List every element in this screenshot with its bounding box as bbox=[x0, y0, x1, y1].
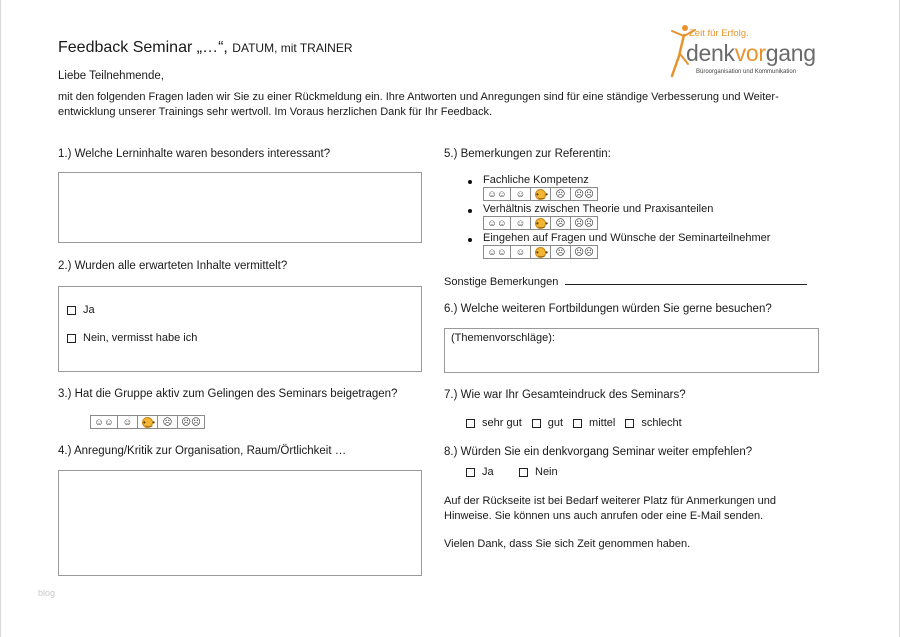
bullet-dot-2 bbox=[468, 209, 472, 213]
logo-word-1: denk bbox=[686, 40, 735, 66]
logo-word-2: vor bbox=[734, 40, 766, 66]
rating-negative[interactable] bbox=[550, 187, 571, 201]
logo-word-3: gang bbox=[765, 40, 816, 66]
rating-negative[interactable] bbox=[550, 216, 571, 230]
rating-very-negative[interactable] bbox=[570, 216, 598, 230]
q4-question: 4.) Anregung/Kritik zur Organisation, Raum/Örtlichkeit … bbox=[58, 445, 347, 457]
rating-neutral[interactable] bbox=[530, 245, 551, 259]
q6-question: 6.) Welche weiteren Fortbildungen würden Sie gerne besuchen? bbox=[444, 303, 772, 315]
q8-no-label: Nein bbox=[535, 466, 558, 478]
q5-question: 5.) Bemerkungen zur Referentin: bbox=[444, 148, 611, 160]
rating-neutral[interactable] bbox=[137, 415, 158, 429]
rating-very-positive[interactable] bbox=[90, 415, 118, 429]
q5-item-3: Eingehen auf Fragen und Wünsche der Seminarteilnehmer bbox=[483, 232, 771, 244]
neutral-face-icon: •‿• bbox=[536, 218, 549, 228]
happy-face-icon: ☺ bbox=[515, 188, 526, 200]
q7-very-good-label: sehr gut bbox=[482, 417, 522, 429]
q7-bad-checkbox[interactable] bbox=[625, 419, 634, 428]
q5-item-1: Fachliche Kompetenz bbox=[483, 174, 589, 186]
backside-note: Auf der Rückseite ist bei Bedarf weiterer Platz für Anmerkungen und Hinweise. Sie können uns auch anrufen oder eine E-Mail senden. bbox=[444, 495, 777, 522]
very-sad-face-icon: ☹☹ bbox=[181, 416, 201, 428]
very-sad-face-icon: ☹☹ bbox=[574, 246, 594, 258]
title-date-trainer: DATUM, mit TRAINER bbox=[232, 41, 353, 55]
q6-placeholder: (Themenvorschläge): bbox=[451, 332, 555, 344]
rating-positive[interactable] bbox=[510, 216, 531, 230]
neutral-face-icon: •‿• bbox=[536, 189, 549, 199]
rating-very-negative[interactable] bbox=[177, 415, 205, 429]
q5-other-label: Sonstige Bemerkungen bbox=[444, 276, 559, 288]
q1-question: 1.) Welche Lerninhalte waren besonders interessant? bbox=[58, 148, 331, 160]
watermark: blog bbox=[38, 588, 56, 598]
very-sad-face-icon: ☹☹ bbox=[574, 217, 594, 229]
q8-question: 8.) Würden Sie ein denkvorgang Seminar weiter empfehlen? bbox=[444, 446, 753, 458]
company-logo bbox=[668, 22, 838, 82]
q7-good-label: gut bbox=[547, 417, 564, 429]
q7-very-good-checkbox[interactable] bbox=[466, 419, 475, 428]
very-happy-face-icon: ☺☺ bbox=[487, 246, 507, 258]
rating-positive[interactable] bbox=[510, 187, 531, 201]
happy-face-icon: ☺ bbox=[515, 217, 526, 229]
rating-positive[interactable] bbox=[117, 415, 138, 429]
happy-face-icon: ☺ bbox=[515, 246, 526, 258]
page-title bbox=[58, 39, 353, 57]
q8-yes-checkbox[interactable] bbox=[466, 468, 475, 477]
q7-bad-label: schlecht bbox=[641, 417, 682, 429]
very-sad-face-icon: ☹☹ bbox=[574, 188, 594, 200]
q5-other-remarks bbox=[444, 275, 807, 288]
rating-very-positive[interactable] bbox=[483, 245, 511, 259]
q7-options bbox=[466, 417, 682, 429]
q7-good-checkbox[interactable] bbox=[532, 419, 541, 428]
greeting: Liebe Teilnehmende, bbox=[58, 70, 164, 82]
very-happy-face-icon: ☺☺ bbox=[487, 188, 507, 200]
rating-neutral[interactable] bbox=[530, 216, 551, 230]
q6-answer-box[interactable] bbox=[444, 328, 819, 373]
rating-negative[interactable] bbox=[157, 415, 178, 429]
very-happy-face-icon: ☺☺ bbox=[487, 217, 507, 229]
q2-no-label: Nein, vermisst habe ich bbox=[83, 332, 198, 344]
rating-neutral[interactable] bbox=[530, 187, 551, 201]
q5-other-line[interactable] bbox=[565, 275, 807, 285]
q3-rating-scale bbox=[90, 415, 205, 429]
bullet-dot-1 bbox=[468, 180, 472, 184]
q8-yes-label: Ja bbox=[482, 466, 494, 478]
rating-very-negative[interactable] bbox=[570, 187, 598, 201]
q7-medium-label: mittel bbox=[589, 417, 616, 429]
bullet-dot-3 bbox=[468, 238, 472, 242]
sad-face-icon: ☹ bbox=[555, 246, 566, 258]
q2-yes-checkbox[interactable] bbox=[67, 306, 76, 315]
neutral-face-icon: •‿• bbox=[536, 247, 549, 257]
logo-subtitle: Büroorganisation und Kommunikation bbox=[696, 69, 797, 75]
q3-question: 3.) Hat die Gruppe aktiv zum Gelingen des Seminars beigetragen? bbox=[58, 388, 398, 400]
q4-answer-box[interactable] bbox=[58, 470, 422, 576]
happy-face-icon: ☺ bbox=[122, 416, 133, 428]
logo-tagline: Zeit für Erfolg. bbox=[689, 28, 749, 39]
neutral-face-icon: •‿• bbox=[143, 417, 156, 427]
rating-very-negative[interactable] bbox=[570, 245, 598, 259]
q2-question: 2.) Wurden alle erwarteten Inhalte vermittelt? bbox=[58, 260, 288, 272]
rating-positive[interactable] bbox=[510, 245, 531, 259]
q7-question: 7.) Wie war Ihr Gesamteindruck des Seminars? bbox=[444, 389, 686, 401]
rating-very-positive[interactable] bbox=[483, 187, 511, 201]
q1-answer-box[interactable] bbox=[58, 172, 422, 243]
q8-no-checkbox[interactable] bbox=[519, 468, 528, 477]
q8-option-no[interactable] bbox=[519, 466, 558, 478]
q5-item-1-scale bbox=[483, 187, 598, 201]
title-main: Feedback Seminar „…“, bbox=[58, 39, 228, 56]
sad-face-icon: ☹ bbox=[555, 217, 566, 229]
very-happy-face-icon: ☺☺ bbox=[94, 416, 114, 428]
q2-no-checkbox[interactable] bbox=[67, 334, 76, 343]
sad-face-icon: ☹ bbox=[162, 416, 173, 428]
q2-option-yes[interactable] bbox=[67, 304, 95, 316]
q8-option-yes[interactable] bbox=[466, 466, 494, 478]
q5-item-2-scale bbox=[483, 216, 598, 230]
intro-text: mit den folgenden Fragen laden wir Sie zu einer Rückmeldung ein. Ihre Antworten und Anregungen sind für eine ständige Verbesserung und Weiter-entwicklung unserer Trainings sehr wertvoll. Im Voraus herzlichen Dank für Ihr Feedback. bbox=[58, 91, 779, 118]
thanks-text: Vielen Dank, dass Sie sich Zeit genommen haben. bbox=[444, 538, 691, 550]
q2-answer-box bbox=[58, 286, 422, 372]
q2-option-no[interactable] bbox=[67, 332, 197, 344]
logo-wordmark bbox=[686, 40, 816, 67]
rating-very-positive[interactable] bbox=[483, 216, 511, 230]
sad-face-icon: ☹ bbox=[555, 188, 566, 200]
q5-item-3-scale bbox=[483, 245, 598, 259]
q5-item-2: Verhältnis zwischen Theorie und Praxisanteilen bbox=[483, 203, 714, 215]
rating-negative[interactable] bbox=[550, 245, 571, 259]
q2-yes-label: Ja bbox=[83, 304, 95, 316]
q7-medium-checkbox[interactable] bbox=[573, 419, 582, 428]
